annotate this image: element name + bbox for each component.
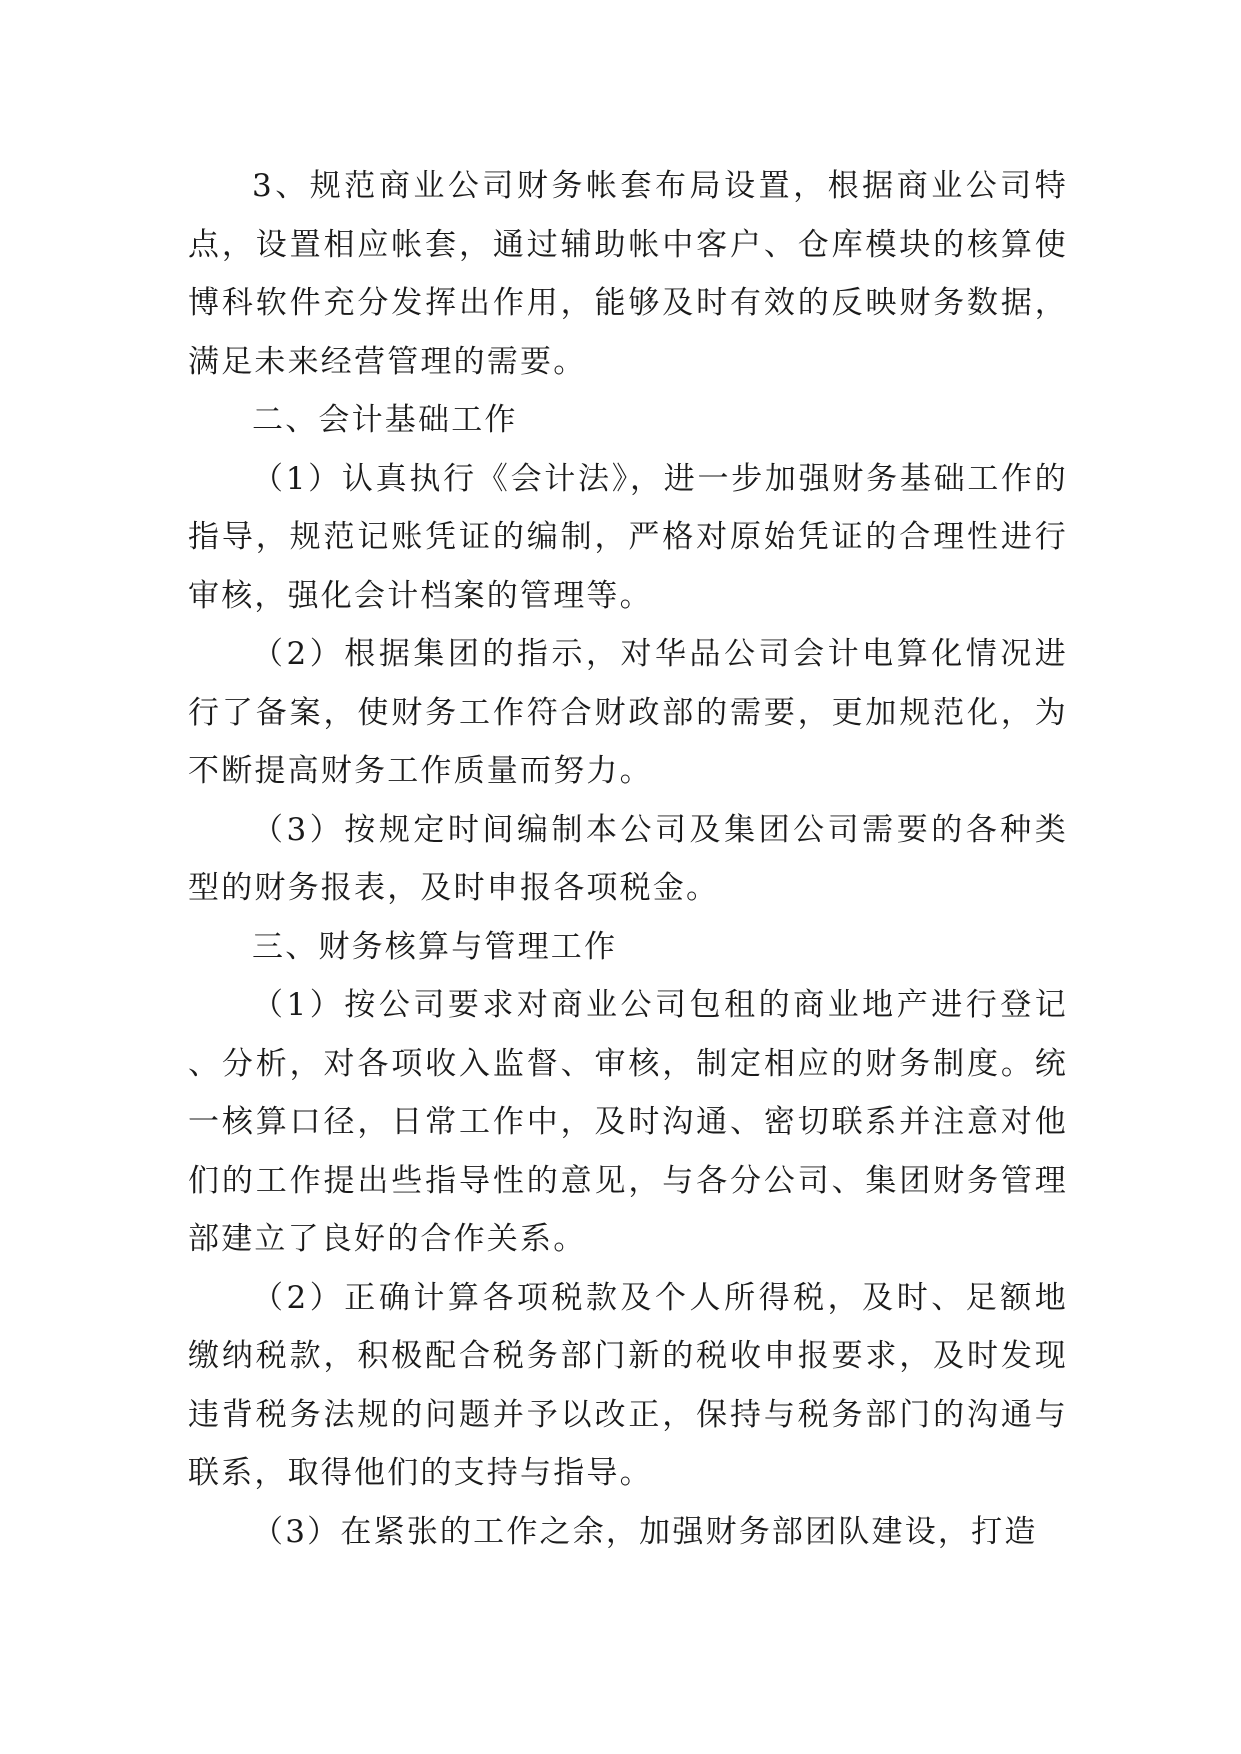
section-heading-accounting-basics: 二、会计基础工作 bbox=[252, 402, 518, 438]
paragraph-team-building: （3）在紧张的工作之余，加强财务部团队建设，打造 bbox=[252, 1513, 1038, 1550]
paragraph-commercial-property: （1）按公司要求对商业公司包租的商业地产进行登记、分析，对各项收入监督、审核，制定相应的财务制度。统一核算口径，日常工作中，及时沟通、密切联系并注意对他们的工作提出些指导性的意见，与各分公司、集团财务管理部建立了良好的合作关系。 bbox=[188, 987, 1068, 1257]
section-heading-accounting-management: 三、财务核算与管理工作 bbox=[252, 928, 618, 965]
paragraph-financial-reports: （3）按规定时间编制本公司及集团公司需要的各种类型的财务报表，及时申报各项税金。 bbox=[188, 811, 1068, 906]
paragraph-ledger-setup: 3、规范商业公司财务帐套布局设置，根据商业公司特点，设置相应帐套，通过辅助帐中客户、仓库模块的核算使博科软件充分发挥出作用，能够及时有效的反映财务数据，满足未来经营管理的需要。 bbox=[188, 168, 1068, 380]
paragraph-computerized-accounting: （2）根据集团的指示，对华品公司会计电算化情况进行了备案，使财务工作符合财政部的需要，更加规范化，为不断提高财务工作质量而努力。 bbox=[188, 636, 1068, 789]
paragraph-accounting-law: （1）认真执行《会计法》，进一步加强财务基础工作的指导，规范记账凭证的编制，严格对原始凭证的合理性进行审核，强化会计档案的管理等。 bbox=[188, 460, 1068, 614]
paragraph-tax-payment: （2）正确计算各项税款及个人所得税，及时、足额地缴纳税款，积极配合税务部门新的税收申报要求，及时发现违背税务法规的问题并予以改正，保持与税务部门的沟通与联系，取得他们的支持与指导。 bbox=[188, 1279, 1068, 1491]
document-body bbox=[188, 157, 1068, 1561]
